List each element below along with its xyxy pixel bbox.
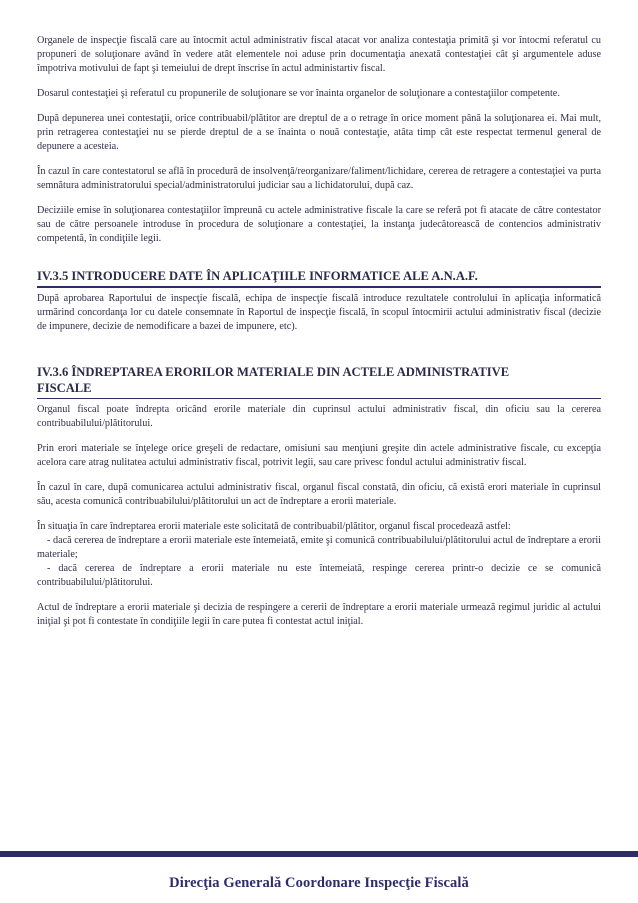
closing-paragraph: Actul de îndreptare a erorii materiale şi decizia de respingere a cererii de îndreptare a erorii materiale urmează regimul juridic al actului iniţial şi pot fi contestate în condiţiile legii în care putea fi contestat actul iniţial. xyxy=(37,602,601,628)
section-iv-3-6 xyxy=(37,364,601,630)
intro-paragraph-5: Deciziile emise în soluţionarea contestaţiilor împreună cu actele administrative fiscale la care se referă pot fi atacate de către contestator sau de către persoanele introduse în procedura de soluţionare a contestaţiei, la instanţa judecătorească de contencios administrativ competentă, în condiţiile legii. xyxy=(37,205,601,244)
section-iv-3-5-paragraph: După aprobarea Raportului de inspecţie fiscală, echipa de inspecţie fiscală introduce rezultatele controlului în aplicaţia informatică urmărind concordanţa lor cu datele consemnate în Raportul de inspecţie fiscală, în scopul întocmirii actului administrativ fiscal (decizie de impunere, decizie de nemodificare a bazei de impunere, etc). xyxy=(37,292,601,332)
footer-title: Direcţia Generală Coordonare Inspecţie Fiscală xyxy=(169,875,469,891)
section-divider xyxy=(37,398,601,400)
list-item: - dacă cererea de îndreptare a erorii materiale nu este întemeiată, respinge cererea printr-o decizie ce se comunică contribuabilului/plătitorului. xyxy=(37,563,601,589)
intro-paragraph-2: Dosarul contestaţiei şi referatul cu propunerile de soluţionare se vor înainta organelor de soluţionare a contestaţiilor competente. xyxy=(37,88,560,99)
footer-band xyxy=(0,851,638,857)
procedure-list xyxy=(37,520,601,590)
intro-paragraph-4: În cazul în care contestatorul se află în procedură de insolvenţă/reorganizare/faliment/lichidare, cererea de retragere a contestaţiei va purta semnătura administratorului special/administratorului judiciar sau a lichidatorului, după caz. xyxy=(37,166,601,191)
procedure-list-intro: În situaţia în care îndreptarea erorii materiale este solicitată de contribuabil/plătitor, organul fiscal procedează astfel: xyxy=(37,521,511,533)
section-iv-3-6-paragraph-2: Prin erori materiale se înţelege orice greşeli de redactare, omisiuni sau menţiuni greşite din actele administrative fiscale, cu excepţia acelora care atrag nulitatea actului administrativ fiscal, potrivit legii, sau care privesc fondul actului administrativ fiscal. xyxy=(37,443,601,469)
section-divider xyxy=(37,286,601,288)
section-iv-3-6-paragraph-1: Organul fiscal poate îndrepta oricând erorile materiale din cuprinsul actului administrativ fiscal, din oficiu sau la cererea contribuabilului/plătitorului. xyxy=(37,404,601,430)
section-title-line-2: FISCALE xyxy=(37,380,92,395)
list-item: - dacă cererea de îndreptare a erorii materiale este întemeiată, emite şi comunică contribuabilului/plătitorului actul de îndreptare a erorii materiale; xyxy=(37,535,601,561)
section-title-iv-3-5: IV.3.5 INTRODUCERE DATE ÎN APLICAŢIILE INFORMATICE ALE A.N.A.F. xyxy=(37,269,478,283)
page-content xyxy=(37,34,601,640)
intro-paragraph-3: După depunerea unei contestaţii, orice contribuabil/plătitor are dreptul de a o retrage în orice moment până la soluţionarea ei. Mai mult, prin retragerea contestaţiei nu se pierde dreptul de a se înainta o nouă contestaţie, atâta timp cât este respectat termenul general de depunere a acesteia. xyxy=(37,113,601,152)
intro-paragraph-1: Organele de inspecţie fiscală care au întocmit actul administrativ fiscal atacat vor analiza contestaţia primită şi vor întocmi referatul cu propuneri de soluţionare având în vedere atât elementele noi aduse prin documentaţia anexată contestaţiei cât şi argumentele aduse împotriva motivului de fapt şi temeiului de drept înscrise în actul administartiv fiscal. xyxy=(37,35,601,74)
section-iv-3-6-paragraph-3: În cazul în care, după comunicarea actului administrativ fiscal, organul fiscal constată, din oficiu, că există erori materiale în cuprinsul său, acesta comunică contribuabilului/plătitorului un act de îndreptare a erorii materiale. xyxy=(37,482,601,508)
section-iv-3-5 xyxy=(37,268,601,334)
section-title-iv-3-6 xyxy=(37,364,601,396)
section-title-line-1: IV.3.6 ÎNDREPTAREA ERORILOR MATERIALE DIN ACTELE ADMINISTRATIVE xyxy=(37,364,510,379)
